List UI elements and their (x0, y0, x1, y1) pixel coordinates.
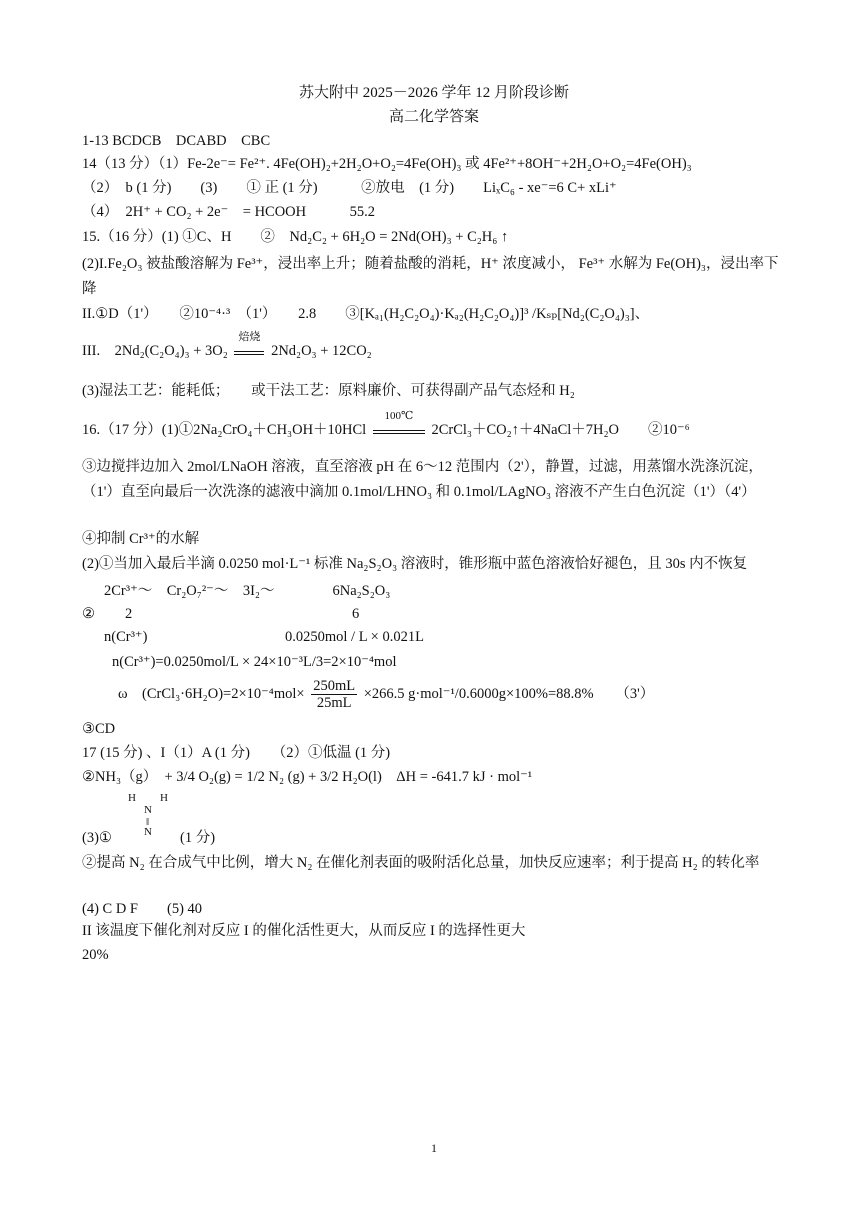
answer-17-i-3-2: ②提高 N₂ 在合成气中比例，增大 N₂ 在催化剂表面的吸附活化总量，加快反应速率；利于提高 H₂ 的转化率 (82, 855, 760, 871)
structure-n1: N (144, 804, 152, 816)
equation-left: 16.（17 分）(1)①2Na₂CrO₄＋CH₃OH＋10HCl (82, 422, 367, 438)
amount-cr: n(Cr³⁺) (104, 629, 148, 645)
structure-h1: H (128, 792, 136, 804)
answer-17-ii-value: 20% (82, 947, 109, 963)
answer-17-i: 17 (15 分) 、I（1）A (1 分) （2）①低温 (1 分) (82, 745, 391, 761)
answer-17-i-3-score: (1 分) (180, 830, 216, 846)
reaction-condition (373, 410, 425, 439)
mass-fraction-left: ω (CrCl₃·6H₂O)=2×10⁻⁴mol× (118, 685, 305, 702)
equation-right: 2CrCl₃＋CO₂↑＋4NaCl＋7H₂O ②10⁻⁶ (431, 422, 690, 438)
answer-14-2: （2） b (1 分) (3) ① 正 (1 分) ②放电 (1 分) LiₓC₆ - xe⁻=6 C+ xLi⁺ (82, 180, 617, 196)
ratio-thiosulfate: 6 (352, 606, 360, 622)
document-subtitle: 高二化学答案 (388, 109, 479, 125)
condition-label: 焙烧 (238, 331, 261, 343)
volume-fraction (311, 678, 357, 711)
amount-thiosulfate: 0.0250mol / L × 0.021L (285, 629, 424, 645)
reaction-condition (234, 331, 264, 360)
mass-fraction-right: ×266.5 g·mol⁻¹/0.6000g×100%=88.8% （3'） (363, 685, 655, 702)
page-number: 1 (431, 1141, 437, 1155)
answer-15-2-iii (82, 331, 372, 360)
answer-16-2-3: ③CD (82, 721, 116, 737)
answer-17-i-4-5: (4) C D F (5) 40 (82, 901, 203, 917)
answer-14-4: （4） 2H⁺ + CO₂ + 2e⁻ = HCOOH 55.2 (82, 204, 376, 220)
answer-17-i-3-marker: (3)① (82, 830, 112, 846)
relation-line: 2Cr³⁺～ Cr₂O₇²⁻～ 3I₂～ 6Na₂S₂O₃ (104, 583, 391, 599)
answer-16-1-4: ④抑制 Cr³⁺的水解 (82, 531, 200, 547)
structure-n2: N (144, 826, 152, 838)
answer-16-2-2-marker: ② (82, 606, 95, 622)
calc-mass-fraction (118, 678, 654, 711)
document-title: 苏大附中 2025－2026 学年 12 月阶段诊断 (298, 85, 569, 101)
answer-16-1-3: ③边搅拌边加入 2mol/LNaOH 溶液，直至溶液 pH 在 6～12 范围内（2'），静置，过滤，用蒸馏水洗涤沉淀，（1'）直至向最后一次洗涤的滤液中滴加 0.1mol/LHNO₃ 和 0.1mol/LAgNO₃ 溶液不产生白色沉淀（1'）（4'） (82, 459, 763, 500)
structure-bond: ‖ (146, 816, 150, 828)
answer-17-i-2-2: ②NH₃（g） + 3/4 O₂(g) = 1/2 N₂ (g) + 3/2 H₂O(l) ΔH = -641.7 kJ · mol⁻¹ (82, 769, 533, 785)
hydrazine-structure (128, 792, 188, 840)
equation-right: 2Nd₂O₃ + 12CO₂ (271, 343, 372, 359)
answer-15-2-ii: II.①D（1'） ②10⁻⁴·³ （1'） 2.8 ③[Kₐ₁(H₂C₂O₄)·Kₐ₂(H₂C₂O₄)]³ /Kₛₚ[Nd₂(C₂O₄)₃]、 (82, 306, 650, 322)
answer-15-1: 15.（16 分）(1) ①C、H ② Nd₂C₂ + 6H₂O = 2Nd(OH)₃ + C₂H₆ ↑ (82, 229, 509, 245)
structure-h2: H (160, 792, 168, 804)
equation-left: III. 2Nd₂(C₂O₄)₃ + 3O₂ (82, 343, 228, 359)
answer-15-3: (3)湿法工艺：能耗低； 或干法工艺：原料廉价、可获得副产品气态烃和 H₂ (82, 383, 575, 399)
fraction-denominator: 25mL (316, 695, 352, 711)
answer-15-2-i: (2)I.Fe₂O₃ 被盐酸溶解为 Fe³⁺，浸出率上升；随着盐酸的消耗，H⁺ 浓度减小， Fe³⁺ 水解为 Fe(OH)₃，浸出率下降 (82, 256, 779, 297)
answer-1-13: 1-13 BCDCB DCABD CBC (82, 133, 271, 149)
ratio-cr: 2 (125, 606, 133, 622)
answer-16-1 (82, 410, 690, 439)
condition-label: 100℃ (384, 410, 414, 422)
answer-17-ii: II 该温度下催化剂对反应 I 的催化活性更大，从而反应 I 的选择性更大 (82, 923, 526, 939)
fraction-numerator: 250mL (313, 678, 356, 694)
answer-14-1: 14（13 分）（1）Fe-2e⁻= Fe²⁺. 4Fe(OH)₂+2H₂O+O₂=4Fe(OH)₃ 或 4Fe²⁺+8OH⁻+2H₂O+O₂=4Fe(OH)₃ (82, 156, 692, 172)
answer-16-2-1: (2)①当加入最后半滴 0.0250 mol·L⁻¹ 标准 Na₂S₂O₃ 溶液时，锥形瓶中蓝色溶液恰好褪色，且 30s 内不恢复 (82, 556, 748, 572)
calc-cr: n(Cr³⁺)=0.0250mol/L × 24×10⁻³L/3=2×10⁻⁴mol (112, 654, 397, 670)
